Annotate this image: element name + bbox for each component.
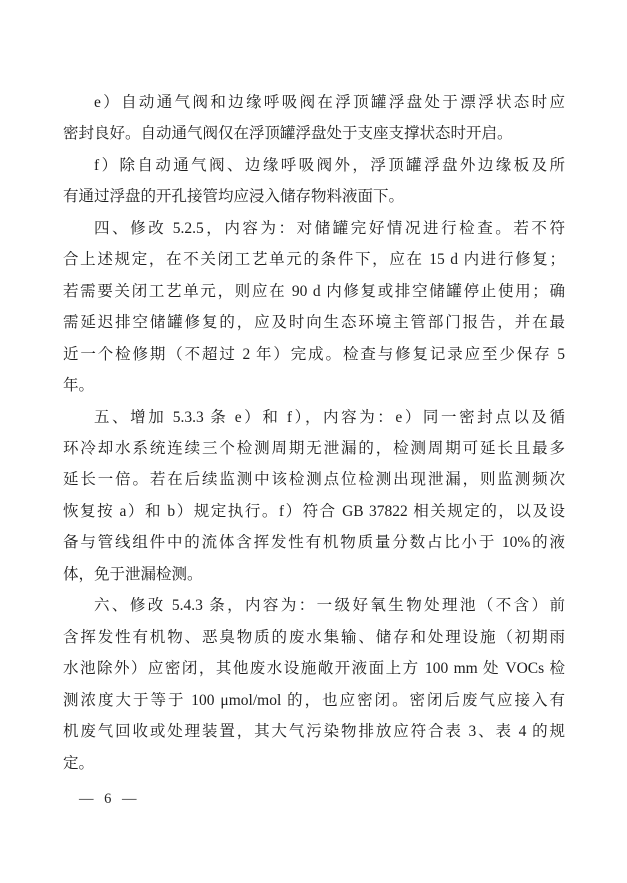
text-line: f）除自动通气阀、边缘呼吸阀外，浮顶罐浮盘外边缘板及所 <box>94 156 565 174</box>
page-number: — 6 — <box>79 791 137 807</box>
text-line: 体，免于泄漏检测。 <box>63 565 203 583</box>
paragraph <box>63 213 565 402</box>
document-body <box>63 87 565 779</box>
text-line: 测浓度大于等于 100 μmol/mol 的，也应密闭。密闭后废气应接入有 <box>63 691 565 709</box>
text-line: 密封良好。自动通气阀仅在浮顶罐浮盘处于支座支撑状态时开启。 <box>63 125 513 143</box>
paragraph <box>63 402 565 591</box>
text-line: 延长一倍。若在后续监测中该检测点位检测出现泄漏，则监测频次 <box>63 471 565 489</box>
paragraph <box>63 87 565 150</box>
text-line: 有通过浮盘的开孔接管均应浸入储存物料液面下。 <box>63 188 405 206</box>
text-line: 含挥发性有机物、恶臭物质的废水集输、储存和处理设施（初期雨 <box>63 628 565 646</box>
text-line: 需延迟排空储罐修复的，应及时向生态环境主管部门报告，并在最 <box>63 314 565 332</box>
text-line: 备与管线组件中的流体含挥发性有机物质量分数占比小于 10%的液 <box>63 534 565 552</box>
text-line: 五、增加 5.3.3 条 e）和 f），内容为：e）同一密封点以及循 <box>94 408 565 426</box>
text-line: e）自动通气阀和边缘呼吸阀在浮顶罐浮盘处于漂浮状态时应 <box>94 94 565 111</box>
text-line: 年。 <box>63 377 95 395</box>
text-line: 机废气回收或处理装置，其大气污染物排放应符合表 3、表 4 的规 <box>63 723 565 741</box>
text-line: 四、修改 5.2.5，内容为：对储罐完好情况进行检查。若不符 <box>94 219 565 237</box>
text-line: 定。 <box>63 754 95 772</box>
text-line: 六、修改 5.4.3 条，内容为：一级好氧生物处理池（不含）前 <box>94 597 565 615</box>
paragraph <box>63 150 565 213</box>
text-line: 近一个检修期（不超过 2 年）完成。检查与修复记录应至少保存 5 <box>63 345 565 363</box>
paragraph <box>63 590 565 779</box>
text-line: 水池除外）应密闭，其他废水设施敞开液面上方 100 mm 处 VOCs 检 <box>63 660 565 678</box>
text-line: 环冷却水系统连续三个检测周期无泄漏的，检测周期可延长且最多 <box>63 439 565 457</box>
text-line: 恢复按 a）和 b）规定执行。f）符合 GB 37822 相关规定的，以及设 <box>63 502 565 520</box>
text-line: 若需要关闭工艺单元，则应在 90 d 内修复或排空储罐停止使用；确 <box>63 282 565 300</box>
text-line: 合上述规定，在不关闭工艺单元的条件下，应在 15 d 内进行修复； <box>63 251 565 269</box>
